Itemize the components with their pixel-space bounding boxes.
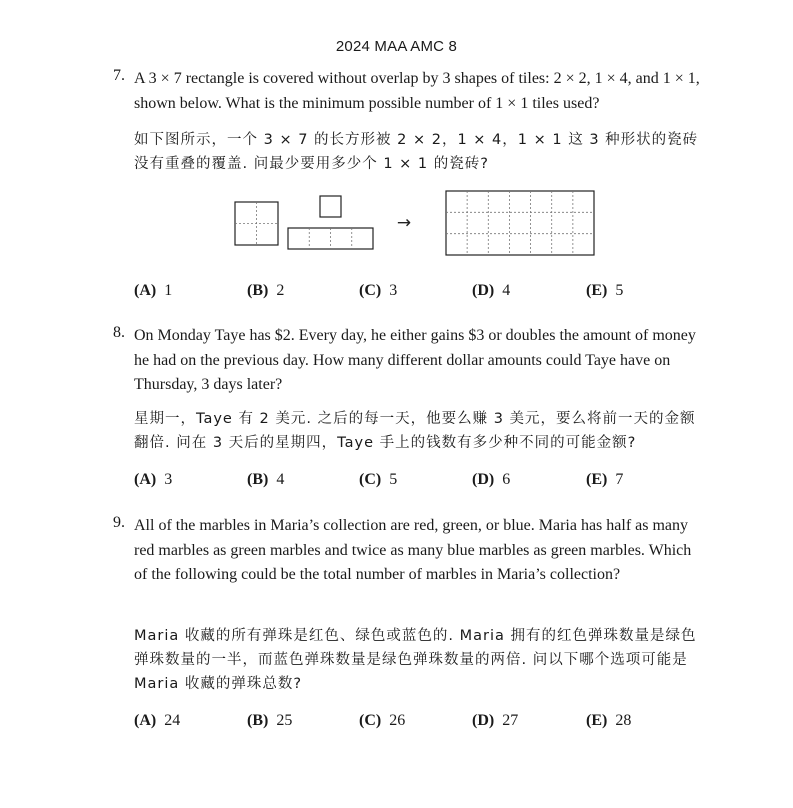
problem-9-english: All of the marbles in Maria’s collection are red, green, or blue. Maria has half as many red marbles as green marbles and twice as many blue marbles as green marbles. Which of the following could be the total number of marbles in Maria’s collection?: [134, 517, 692, 583]
choice-value: 5: [615, 282, 624, 299]
choice-letter: (A): [134, 282, 157, 299]
choice-letter: (A): [134, 471, 157, 488]
problem-8-number: 8.: [113, 324, 125, 341]
choice-c[interactable]: [359, 471, 397, 489]
problem-8-choices: [134, 471, 694, 495]
choice-value: 24: [164, 712, 181, 729]
choice-letter: (E): [586, 712, 608, 729]
tile-2x2: [235, 202, 278, 245]
tile-1x1: [320, 196, 341, 217]
rectangle-3x7: [446, 191, 594, 255]
problem-7-number: 7.: [113, 67, 125, 84]
choice-value: 6: [502, 471, 511, 488]
choice-value: 1: [164, 282, 173, 299]
problem-7-chinese: 如下图所示，一个 3 × 7 的长方形被 2 × 2，1 × 4，1 × 1 这 3 种形状的瓷砖没有重叠的覆盖. 问最少要用多少个 1 × 1 的瓷砖?: [134, 132, 699, 172]
choice-d[interactable]: [472, 471, 510, 489]
choice-letter: (D): [472, 471, 495, 488]
choice-value: 4: [502, 282, 511, 299]
choice-letter: (D): [472, 712, 495, 729]
choice-letter: (D): [472, 282, 495, 299]
choice-letter: (E): [586, 282, 608, 299]
tiling-figure: [230, 188, 600, 258]
choice-a[interactable]: [134, 471, 172, 489]
problem-9-number: 9.: [113, 514, 125, 531]
choice-letter: (B): [247, 282, 269, 299]
choice-value: 7: [615, 471, 624, 488]
problem-7-english: A 3 × 7 rectangle is covered without overlap by 3 shapes of tiles: 2 × 2, 1 × 4, and 1 × 1, shown below. What is the minimum possible number of 1 × 1 tiles used?: [134, 70, 700, 112]
choice-e[interactable]: [586, 471, 623, 489]
choice-value: 25: [276, 712, 293, 729]
choice-value: 3: [164, 471, 173, 488]
choice-letter: (B): [247, 471, 269, 488]
choice-d[interactable]: [472, 712, 518, 730]
problem-8-chinese: 星期一，Taye 有 2 美元. 之后的每一天，他要么赚 3 美元，要么将前一天的金额翻倍. 问在 3 天后的星期四，Taye 手上的钱数有多少种不同的可能金额?: [134, 411, 696, 451]
tile-1x4: [288, 228, 373, 249]
choice-e[interactable]: [586, 712, 631, 730]
choice-value: 4: [276, 471, 285, 488]
choice-a[interactable]: [134, 282, 172, 300]
choice-value: 3: [389, 282, 398, 299]
arrow-icon: →: [396, 213, 412, 233]
choice-value: 26: [389, 712, 406, 729]
choice-b[interactable]: [247, 282, 284, 300]
problem-9-choices: [134, 712, 694, 736]
problem-7-choices: [134, 282, 694, 306]
problem-8-english: On Monday Taye has $2. Every day, he either gains $3 or doubles the amount of money he had on the previous day. How many different dollar amounts could Taye have on Thursday, 3 days later?: [134, 327, 696, 393]
problem-9-chinese: Maria 收藏的所有弹珠是红色、绿色或蓝色的. Maria 拥有的红色弹珠数量是绿色弹珠数量的一半，而蓝色弹珠数量是绿色弹珠数量的两倍. 问以下哪个选项可能是 Maria 收藏的弹珠总数?: [134, 628, 697, 692]
choice-letter: (C): [359, 282, 382, 299]
choice-letter: (C): [359, 471, 382, 488]
choice-value: 27: [502, 712, 519, 729]
choice-letter: (B): [247, 712, 269, 729]
page-header: 2024 MAA AMC 8: [335, 38, 458, 55]
choice-c[interactable]: [359, 712, 405, 730]
choice-letter: (C): [359, 712, 382, 729]
choice-letter: (E): [586, 471, 608, 488]
choice-value: 28: [615, 712, 632, 729]
choice-c[interactable]: [359, 282, 397, 300]
choice-b[interactable]: [247, 712, 292, 730]
choice-value: 2: [276, 282, 285, 299]
choice-a[interactable]: [134, 712, 180, 730]
choice-e[interactable]: [586, 282, 623, 300]
choice-d[interactable]: [472, 282, 510, 300]
choice-letter: (A): [134, 712, 157, 729]
choice-b[interactable]: [247, 471, 284, 489]
choice-value: 5: [389, 471, 398, 488]
